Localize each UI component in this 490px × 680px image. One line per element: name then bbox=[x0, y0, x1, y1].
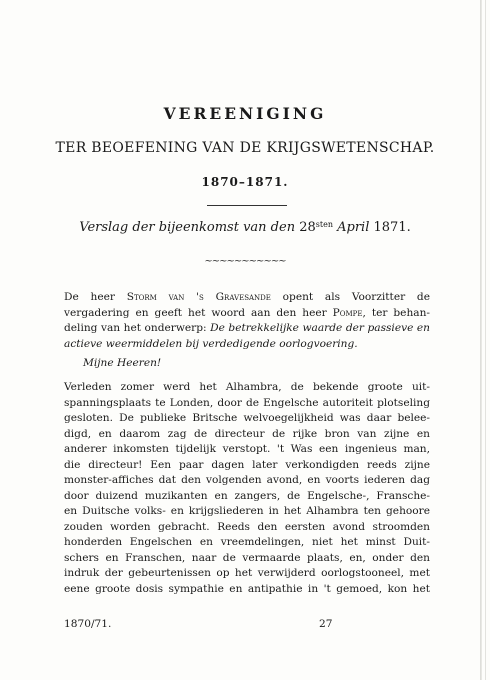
report-day: 28 bbox=[299, 220, 316, 235]
intro-text: vergadering en geeft het woord aan den heer Pompe, ter behan- bbox=[64, 306, 430, 319]
page-number: 27 bbox=[319, 618, 333, 630]
body-line: digd, en daarom zag de directeur de rijke bron van zijne en bbox=[64, 427, 430, 440]
report-day-suffix: sten bbox=[315, 220, 333, 229]
body-line: Verleden zomer werd het Alhambra, de bekende groote uit- bbox=[64, 381, 430, 393]
intro-text: De heer Storm van 's Gravesande opent als Voorzitter de bbox=[64, 291, 430, 303]
body-line: schers en Franschen, naar de vermaarde plaats, en, onder den bbox=[64, 551, 430, 564]
page-spine-edge-inner bbox=[485, 0, 486, 680]
meeting-report-heading bbox=[0, 220, 490, 235]
report-year: 1871. bbox=[373, 220, 411, 235]
intro-paragraph bbox=[64, 290, 430, 352]
society-subtitle: TER BEOEFENING VAN DE KRIJGSWETENSCHAP. bbox=[55, 140, 435, 156]
body-line: door duizend muzikanten en zangers, de Engelsche-, Fransche- bbox=[64, 489, 430, 502]
body-line: honderden Engelschen en vreemdelingen, niet het minst Duit- bbox=[64, 536, 430, 548]
report-month: April bbox=[337, 220, 370, 235]
body-line: die directeur! Een paar dagen later verkondigden reeds zijne bbox=[64, 458, 430, 471]
session-years: 1870–1871. bbox=[201, 175, 289, 189]
body-line: anderer inkomsten tijdelijk verstopt. 't Was een ingenieus man, bbox=[64, 443, 430, 455]
page-spine-edge bbox=[480, 0, 482, 680]
intro-line bbox=[64, 290, 430, 306]
body-line: monster-affiches dat den volgenden avond, en voorts iederen dag bbox=[64, 474, 430, 486]
title-rule bbox=[207, 205, 287, 206]
intro-line bbox=[64, 306, 430, 322]
body-line: spanningsplaats te Londen, door de Engelsche autoriteit plotseling bbox=[64, 396, 430, 409]
body-paragraph bbox=[64, 380, 430, 597]
body-line: gesloten. De publieke Britsche welvoegelijkheid was daar belee- bbox=[64, 412, 430, 424]
report-prefix: Verslag der bijeenkomst van den bbox=[79, 220, 296, 235]
intro-line bbox=[64, 321, 430, 337]
intro-text: actieve weermiddelen bij verdedigende oorlogvoering. bbox=[64, 337, 358, 350]
body-line: en Duitsche volks- en krijgsliederen in het Alhambra ten gehoore bbox=[64, 505, 430, 517]
salutation: Mijne Heeren! bbox=[83, 357, 162, 369]
body-line: indruk der gebeurtenissen op het verwijderd oorlogstooneel, met bbox=[64, 567, 430, 579]
body-line: eene groote dosis sympathie en antipathie in 't gemoed, kon het bbox=[64, 582, 430, 595]
intro-line bbox=[64, 337, 430, 353]
footer-signature-mark: 1870/71. bbox=[64, 618, 112, 630]
society-title: VEREENIGING bbox=[163, 104, 327, 123]
ornament-divider: ~~~~~~~~~~~ bbox=[204, 256, 286, 267]
intro-text: deling van het onderwerp: De betrekkelijke waarde der passieve en bbox=[64, 322, 430, 334]
body-line: zouden worden gebracht. Reeds den eersten avond stroomden bbox=[64, 520, 430, 533]
